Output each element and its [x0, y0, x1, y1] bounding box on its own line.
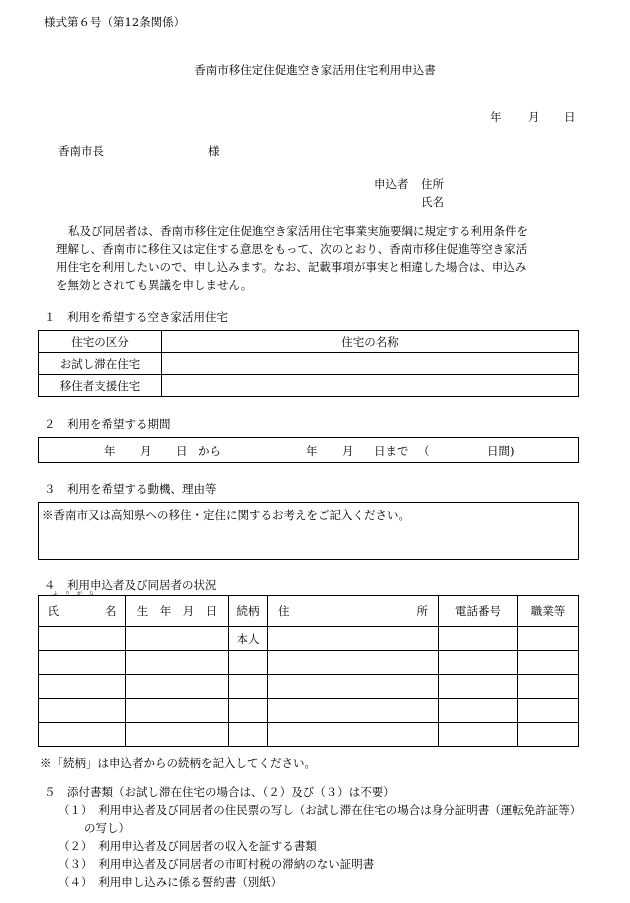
applicant-label: 申込者 — [374, 177, 409, 191]
motivation-note: ※香南市又は高知県への移住・定住に関するお考えをご記入ください。 — [42, 508, 410, 522]
col-birth-header: 生 年 月 日 — [126, 596, 229, 627]
name-cell[interactable] — [39, 651, 126, 675]
intro-line-3: 用住宅を利用したいので、申し込みます。なお、記載事項が事実と相違した場合は、申込み — [56, 260, 527, 274]
address-cell[interactable] — [268, 699, 439, 723]
housing-name-cell[interactable] — [162, 375, 579, 397]
attachment-item-3: （３） 利用申込者及び同居者の市町村税の滞納のない証明書 — [58, 857, 375, 871]
furigana-2: り — [65, 591, 71, 597]
attachment-item-4: （４） 利用申し込みに係る誓約書（別紙） — [58, 875, 283, 889]
birth-cell[interactable] — [126, 675, 229, 699]
period-to-day: 日まで — [374, 444, 409, 458]
name-cell[interactable] — [39, 675, 126, 699]
name-cell[interactable] — [39, 723, 126, 747]
housing-type-trial: お試し滞在住宅 — [39, 353, 162, 375]
phone-cell[interactable] — [439, 651, 518, 675]
relation-note: ※「続柄」は申込者からの続柄を記入してください。 — [40, 756, 316, 770]
form-title: 香南市移住定住促進空き家活用住宅利用申込書 — [194, 63, 436, 77]
birth-cell[interactable] — [126, 627, 229, 651]
period-from-month: 月 — [140, 444, 152, 458]
section2-heading: ２ 利用を希望する期間 — [44, 417, 171, 431]
address-cell[interactable] — [268, 723, 439, 747]
name-cell[interactable] — [39, 699, 126, 723]
furigana-4: な — [89, 591, 95, 597]
date-year-label: 年 — [490, 110, 502, 124]
addressee-honorific: 様 — [208, 144, 220, 158]
period-to-month: 月 — [342, 444, 354, 458]
furigana-3: が — [77, 591, 83, 597]
period-from-day: 日 — [176, 444, 188, 458]
job-cell[interactable] — [518, 699, 579, 723]
birth-cell[interactable] — [126, 699, 229, 723]
relation-cell[interactable] — [229, 651, 268, 675]
period-from-label: から — [198, 444, 221, 458]
applicant-address-label: 住所 — [421, 177, 444, 191]
residents-table — [38, 591, 579, 747]
job-cell[interactable] — [518, 675, 579, 699]
table-row — [39, 651, 579, 675]
job-cell[interactable] — [518, 651, 579, 675]
relation-cell[interactable] — [229, 675, 268, 699]
section4-heading: ４ 利用申込者及び同居者の状況 — [44, 578, 217, 592]
section3-heading: ３ 利用を希望する動機、理由等 — [44, 482, 217, 496]
attachment-item-2: （２） 利用申込者及び同居者の収入を証する書類 — [58, 839, 317, 853]
col-address-left: 住 — [278, 604, 290, 618]
table-row — [39, 627, 579, 651]
addressee-name: 香南市長 — [58, 144, 104, 158]
section5-heading: ５ 添付書類（お試し滞在住宅の場合は、（２）及び（３）は不要） — [44, 785, 395, 799]
housing-type-header: 住宅の区分 — [39, 331, 162, 353]
furigana-1: ふ — [53, 591, 59, 597]
birth-cell[interactable] — [126, 651, 229, 675]
housing-table — [38, 330, 579, 397]
address-cell[interactable] — [268, 675, 439, 699]
period-to-year: 年 — [306, 444, 318, 458]
address-cell[interactable] — [268, 627, 439, 651]
col-job-header: 職業等 — [518, 596, 579, 627]
housing-name-header: 住宅の名称 — [162, 331, 579, 353]
job-cell[interactable] — [518, 723, 579, 747]
table-row — [39, 723, 579, 747]
attachment-item-1-cont: の写し） — [84, 821, 130, 835]
intro-line-1: 私及び同居者は、香南市移住定住促進空き家活用住宅事業実施要綱に規定する利用条件を — [68, 224, 528, 238]
section1-heading: １ 利用を希望する空き家活用住宅 — [44, 310, 228, 324]
col-relation-header: 続柄 — [229, 596, 268, 627]
applicant-name-label: 氏名 — [421, 195, 444, 209]
phone-cell[interactable] — [439, 627, 518, 651]
period-from-year: 年 — [104, 444, 116, 458]
phone-cell[interactable] — [439, 699, 518, 723]
name-cell[interactable] — [39, 627, 126, 651]
intro-line-2: 理解し、香南市に移住又は定住する意思をもって、次のとおり、香南市移住促進等空き家活 — [56, 242, 528, 256]
period-open-paren: （ — [418, 444, 430, 458]
relation-cell[interactable] — [229, 699, 268, 723]
date-month-label: 月 — [528, 110, 540, 124]
housing-type-support: 移住者支援住宅 — [39, 375, 162, 397]
attachment-item-1: （１） 利用申込者及び同居者の住民票の写し（お試し滞在住宅の場合は身分証明書（運転免許証等） — [58, 803, 582, 817]
phone-cell[interactable] — [439, 723, 518, 747]
birth-cell[interactable] — [126, 723, 229, 747]
job-cell[interactable] — [518, 627, 579, 651]
form-number: 様式第６号（第12条関係） — [44, 15, 186, 29]
housing-name-cell[interactable] — [162, 353, 579, 375]
table-row — [39, 699, 579, 723]
col-name-header — [39, 591, 126, 627]
address-cell[interactable] — [268, 651, 439, 675]
col-name-label: 氏 名 — [47, 604, 117, 618]
period-days-label: 日間) — [487, 444, 515, 458]
date-day-label: 日 — [564, 110, 576, 124]
intro-line-4: を無効とされても異議を申しません。 — [56, 278, 253, 292]
col-address-header — [268, 596, 439, 627]
col-address-right: 所 — [416, 604, 428, 618]
table-row — [39, 675, 579, 699]
col-phone-header: 電話番号 — [439, 596, 518, 627]
phone-cell[interactable] — [439, 675, 518, 699]
relation-self: 本人 — [229, 627, 268, 651]
relation-cell[interactable] — [229, 723, 268, 747]
